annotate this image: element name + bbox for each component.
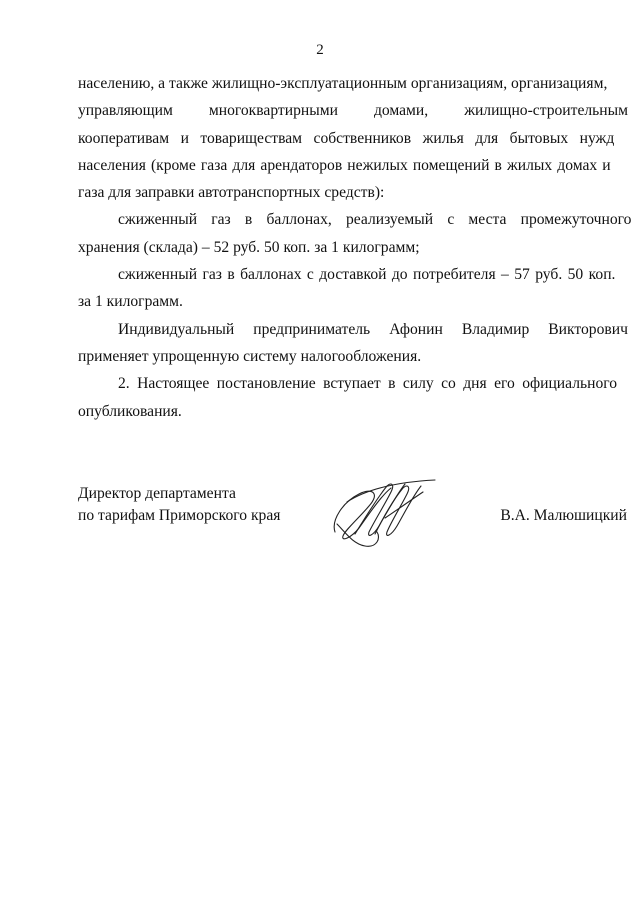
signatory-title-line: по тарифам Приморского края (78, 507, 281, 524)
paragraph-line: населению, а также жилищно-эксплуатационным организациям, организациям, (78, 75, 608, 92)
tariff-item-line: сжиженный газ в баллонах, реализуемый с места промежуточного (118, 211, 632, 229)
word: Афонин (389, 320, 443, 338)
tariff-item-line: хранения (склада) – 52 руб. 50 коп. за 1 килограмм; (78, 238, 420, 256)
signatory-title-line: Директор департамента (78, 485, 236, 502)
paragraph-line (78, 97, 628, 124)
entrepreneur-line (78, 316, 628, 343)
tariff-item-line: сжиженный газ в баллонах с доставкой до потребителя – 57 руб. 50 коп. (118, 266, 616, 284)
paragraph-line: населения (кроме газа для арендаторов нежилых помещений в жилых домах и (78, 156, 611, 174)
word: предприниматель (253, 320, 371, 338)
signatory-title (78, 483, 280, 527)
page-number: 2 (316, 42, 324, 58)
word: жилищно-строительным (464, 102, 628, 120)
entrepreneur-line: применяет упрощенную систему налогообложения. (78, 347, 422, 365)
word: Владимир (461, 320, 530, 338)
paragraph-line: газа для заправки автотранспортных средств): (78, 184, 385, 202)
document-body (78, 70, 632, 425)
word: Викторович (548, 320, 628, 338)
signatory-name: В.А. Малюшицкий (500, 507, 627, 524)
word: Индивидуальный (118, 320, 235, 338)
handwritten-signature (325, 472, 450, 552)
clause-line: опубликования. (78, 402, 182, 420)
clause-line: 2. Настоящее постановление вступает в силу со дня его официального (118, 375, 618, 393)
word: домами, (373, 102, 429, 120)
paragraph-line: кооперативам и товариществам собственников жилья для бытовых нужд (78, 129, 615, 147)
tariff-item-line: за 1 килограмм. (78, 293, 183, 311)
word: управляющим (78, 102, 173, 120)
word: многоквартирными (208, 102, 338, 120)
